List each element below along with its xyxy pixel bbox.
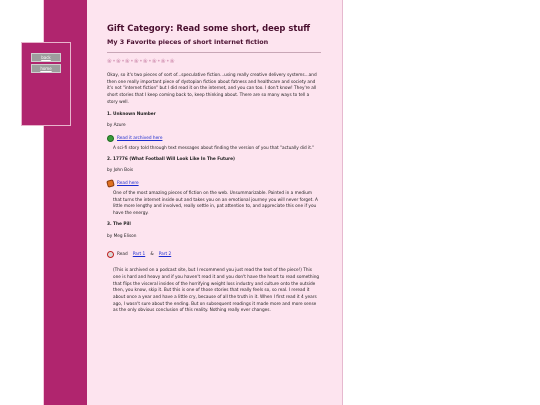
content-edge: [342, 0, 343, 405]
story-heading: 3. The Pill: [107, 221, 131, 227]
link-separator: &: [150, 252, 154, 258]
main-content: [107, 22, 321, 319]
story-heading: 2. 17776 (What Football Will Look Like In The Future): [107, 156, 235, 162]
read-prefix: Read: [117, 252, 128, 258]
story-link-row: [107, 245, 321, 264]
divider: [107, 52, 321, 53]
read-here-link[interactable]: Read here: [117, 181, 139, 187]
story-description: One of the most amazing pieces of fiction on the web. Unsummarizable. Painted in a medium that turns the internet inside out and takes you on an emotional journey you will never forget. A little more lengthy and involved, really settle in, pat attention to, and appreciate this one if you have the energy.: [113, 191, 318, 217]
story-heading: 1. Unknown Number: [107, 111, 156, 117]
part-1-link[interactable]: Part 1: [132, 252, 146, 258]
story-author: by Meg Elison: [107, 233, 137, 239]
intro-text: Okay, so it's two pieces of sort of...speculative fiction...using really creative delivery systems...and then one really important piece of dystopian fiction about fatness and healthcare and society and it's not "internet fiction" but I did read it on the internet, and you can too. I don't know! They're all short stories that I keep coming back to, keep thinking about. There are so many ways to tell a story well.: [107, 73, 317, 105]
page-subtitle: My 3 Favorite pieces of short internet fiction: [107, 38, 269, 46]
story-description: (This is archived on a podcast site, but I recommend you just read the text of the piece!) This one is hard and heavy and if you haven't read it and you don't have the heart to read something that flips the visceral insides of the horrifying weight loss industry and culture onto the outside then, you know, skip it. But this is one of those stories that really feels so, so real. I reread it about once a year and have a little cry, because of all the truth in it. When I first read it 4 years ago, I wasn't sure about the ending. But on subsequent readings it made more and more sense as the only obvious conclusion of this reality. Nothing really ever changes.: [113, 268, 320, 314]
read-archived-link[interactable]: Read it archived here: [117, 135, 163, 141]
package-icon: [106, 179, 115, 188]
part-2-link[interactable]: Part 2: [158, 252, 172, 258]
nav-box: [21, 42, 71, 126]
story-link-row: [107, 180, 321, 187]
story-description: A sci-fi story told through text messages about finding the version of you that "actually did it.": [113, 145, 315, 151]
leaf-icon: [107, 135, 114, 142]
home-button[interactable]: home: [31, 64, 61, 73]
flower-decoration: ❀•❀•❀•❀•❀•❀•❀•❀: [107, 58, 175, 65]
story-author: by Azure: [107, 123, 126, 129]
story-link-row: [107, 135, 321, 142]
story-author: by John Bois: [107, 168, 134, 174]
back-button[interactable]: back: [31, 53, 61, 62]
pill-icon: [107, 251, 114, 258]
page-title: Gift Category: Read some short, deep stuff: [107, 23, 311, 33]
